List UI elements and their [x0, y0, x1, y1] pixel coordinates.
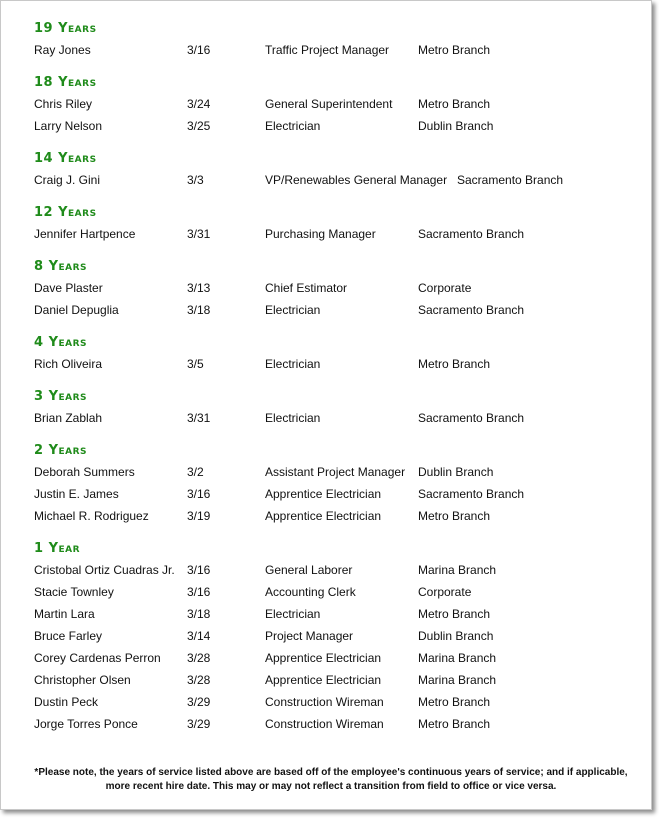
employee-name: Martin Lara: [34, 607, 95, 621]
job-title: Project Manager: [265, 629, 354, 643]
job-title: General Laborer: [265, 563, 353, 577]
branch-name: Marina Branch: [418, 651, 497, 665]
employee-row: [34, 93, 634, 115]
job-title: Chief Estimator: [265, 281, 348, 295]
job-title: Electrician: [265, 411, 321, 425]
anniversary-date: 3/18: [187, 303, 211, 317]
service-group: [34, 73, 634, 137]
branch-name: Sacramento Branch: [457, 173, 564, 187]
group-heading: 4 Years: [34, 335, 88, 350]
employee-name: Daniel Depuglia: [34, 303, 119, 317]
employee-row: [34, 505, 634, 527]
employee-row: [34, 277, 634, 299]
branch-name: Corporate: [418, 585, 472, 599]
job-title: Purchasing Manager: [265, 227, 376, 241]
job-title: Electrician: [265, 119, 321, 133]
group-heading: 1 Year: [34, 541, 81, 556]
branch-name: Marina Branch: [418, 563, 497, 577]
employee-name: Jorge Torres Ponce: [34, 717, 138, 731]
anniversary-date: 3/31: [187, 227, 211, 241]
job-title: Assistant Project Manager: [265, 465, 406, 479]
employee-name: Ray Jones: [34, 43, 91, 57]
employee-name: Bruce Farley: [34, 629, 103, 643]
group-heading: 8 Years: [34, 259, 88, 274]
anniversary-date: 3/14: [187, 629, 211, 643]
branch-name: Marina Branch: [418, 673, 497, 687]
employee-row: [34, 169, 634, 191]
job-title: Apprentice Electrician: [265, 509, 382, 523]
service-group: [34, 203, 634, 245]
footnote: *Please note, the years of service listed above are based off of the employee's continuous years of service; and if applicable, more recent hire date. This may or may not reflect a transition from field to office or vice versa.: [34, 767, 628, 792]
employee-name: Dave Plaster: [34, 281, 103, 295]
branch-name: Sacramento Branch: [418, 227, 525, 241]
employee-row: [34, 559, 634, 581]
job-title: VP/Renewables General Manager: [265, 173, 448, 187]
employee-row: [34, 713, 634, 735]
branch-name: Metro Branch: [418, 97, 491, 111]
employee-row: [34, 353, 634, 375]
employee-name: Stacie Townley: [34, 585, 114, 599]
employee-row: [34, 691, 634, 713]
group-heading: 12 Years: [34, 205, 97, 220]
employee-name: Chris Riley: [34, 97, 93, 111]
anniversary-date: 3/25: [187, 119, 211, 133]
anniversary-date: 3/2: [187, 465, 204, 479]
group-heading: 19 Years: [34, 21, 97, 36]
anniversary-date: 3/31: [187, 411, 211, 425]
employee-name: Michael R. Rodriguez: [34, 509, 149, 523]
anniversary-date: 3/16: [187, 487, 211, 501]
branch-name: Dublin Branch: [418, 629, 494, 643]
employee-row: [34, 115, 634, 137]
employee-name: Larry Nelson: [34, 119, 103, 133]
group-heading: 2 Years: [34, 443, 88, 458]
job-title: General Superintendent: [265, 97, 393, 111]
anniversary-date: 3/19: [187, 509, 211, 523]
employee-name: Christopher Olsen: [34, 673, 131, 687]
employee-row: [34, 407, 634, 429]
anniversary-date: 3/16: [187, 585, 211, 599]
branch-name: Sacramento Branch: [418, 411, 525, 425]
employee-row: [34, 603, 634, 625]
anniversary-date: 3/3: [187, 173, 204, 187]
employee-name: Brian Zablah: [34, 411, 103, 425]
branch-name: Sacramento Branch: [418, 303, 525, 317]
employee-name: Corey Cardenas Perron: [34, 651, 161, 665]
job-title: Accounting Clerk: [265, 585, 356, 599]
job-title: Apprentice Electrician: [265, 673, 382, 687]
employee-name: Cristobal Ortiz Cuadras Jr.: [34, 563, 175, 577]
employee-row: [34, 647, 634, 669]
employee-name: Rich Oliveira: [34, 357, 103, 371]
job-title: Construction Wireman: [265, 695, 384, 709]
anniversary-date: 3/13: [187, 281, 211, 295]
branch-name: Metro Branch: [418, 717, 491, 731]
job-title: Electrician: [265, 303, 321, 317]
anniversary-list: [34, 19, 634, 747]
job-title: Traffic Project Manager: [265, 43, 390, 57]
job-title: Construction Wireman: [265, 717, 384, 731]
job-title: Apprentice Electrician: [265, 487, 382, 501]
employee-name: Dustin Peck: [34, 695, 99, 709]
branch-name: Metro Branch: [418, 43, 491, 57]
service-group: [34, 539, 634, 735]
group-heading: 3 Years: [34, 389, 88, 404]
employee-row: [34, 625, 634, 647]
employee-row: [34, 581, 634, 603]
branch-name: Sacramento Branch: [418, 487, 525, 501]
service-group: [34, 441, 634, 527]
employee-name: Justin E. James: [34, 487, 119, 501]
branch-name: Metro Branch: [418, 695, 491, 709]
anniversary-date: 3/28: [187, 673, 211, 687]
anniversary-date: 3/16: [187, 563, 211, 577]
employee-row: [34, 39, 634, 61]
employee-row: [34, 299, 634, 321]
anniversary-date: 3/29: [187, 717, 211, 731]
employee-name: Deborah Summers: [34, 465, 135, 479]
job-title: Apprentice Electrician: [265, 651, 382, 665]
branch-name: Metro Branch: [418, 357, 491, 371]
anniversary-date: 3/28: [187, 651, 211, 665]
job-title: Electrician: [265, 357, 321, 371]
service-group: [34, 257, 634, 321]
employee-row: [34, 669, 634, 691]
service-group: [34, 149, 634, 191]
branch-name: Dublin Branch: [418, 465, 494, 479]
service-group: [34, 387, 634, 429]
anniversary-date: 3/5: [187, 357, 204, 371]
anniversary-date: 3/29: [187, 695, 211, 709]
employee-row: [34, 461, 634, 483]
service-group: [34, 333, 634, 375]
employee-name: Jennifer Hartpence: [34, 227, 136, 241]
employee-row: [34, 223, 634, 245]
anniversary-date: 3/16: [187, 43, 211, 57]
anniversary-date: 3/24: [187, 97, 211, 111]
group-heading: 14 Years: [34, 151, 97, 166]
branch-name: Corporate: [418, 281, 472, 295]
branch-name: Metro Branch: [418, 607, 491, 621]
anniversary-date: 3/18: [187, 607, 211, 621]
service-group: [34, 19, 634, 61]
employee-name: Craig J. Gini: [34, 173, 101, 187]
job-title: Electrician: [265, 607, 321, 621]
branch-name: Dublin Branch: [418, 119, 494, 133]
employee-row: [34, 483, 634, 505]
branch-name: Metro Branch: [418, 509, 491, 523]
group-heading: 18 Years: [34, 75, 97, 90]
